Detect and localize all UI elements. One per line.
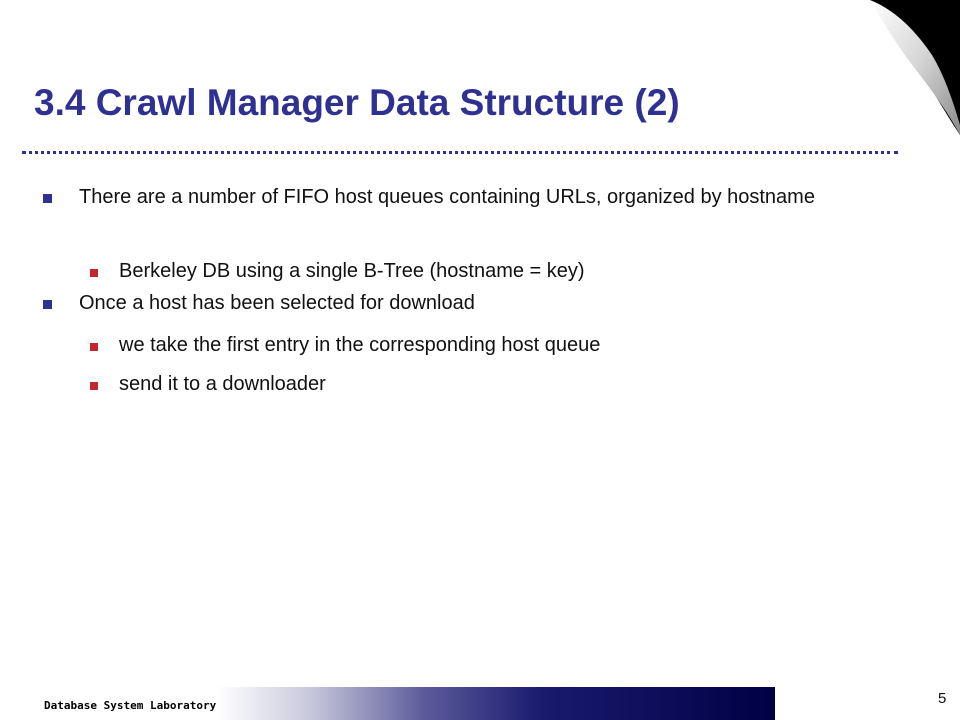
bullet-text: There are a number of FIFO host queues containing URLs, organized by hostname [79, 186, 815, 208]
square-bullet-icon [90, 269, 98, 277]
sub-bullet-text: Berkeley DB using a single B-Tree (hostname = key) [119, 260, 585, 282]
bullet-item-fifo-queues [79, 182, 919, 213]
title-divider [22, 151, 898, 154]
square-bullet-icon [90, 382, 98, 390]
page-number: 5 [938, 690, 947, 707]
footer-lab-name: Database System Laboratory [44, 699, 217, 712]
page-curl-icon [840, 0, 960, 135]
sub-bullet-item-berkeley-db [119, 256, 919, 287]
sub-bullet-item-first-entry [119, 330, 919, 361]
sub-bullet-text: send it to a downloader [119, 373, 326, 395]
sub-bullet-text: we take the first entry in the corresponding host queue [119, 334, 601, 356]
bullet-text: Once a host has been selected for download [79, 292, 475, 314]
square-bullet-icon [90, 343, 98, 351]
square-bullet-icon [43, 194, 52, 203]
sub-bullet-item-send-downloader [119, 369, 919, 400]
square-bullet-icon [43, 300, 52, 309]
slide-title: 3.4 Crawl Manager Data Structure (2) [34, 82, 680, 123]
bullet-item-host-selected [79, 288, 919, 319]
